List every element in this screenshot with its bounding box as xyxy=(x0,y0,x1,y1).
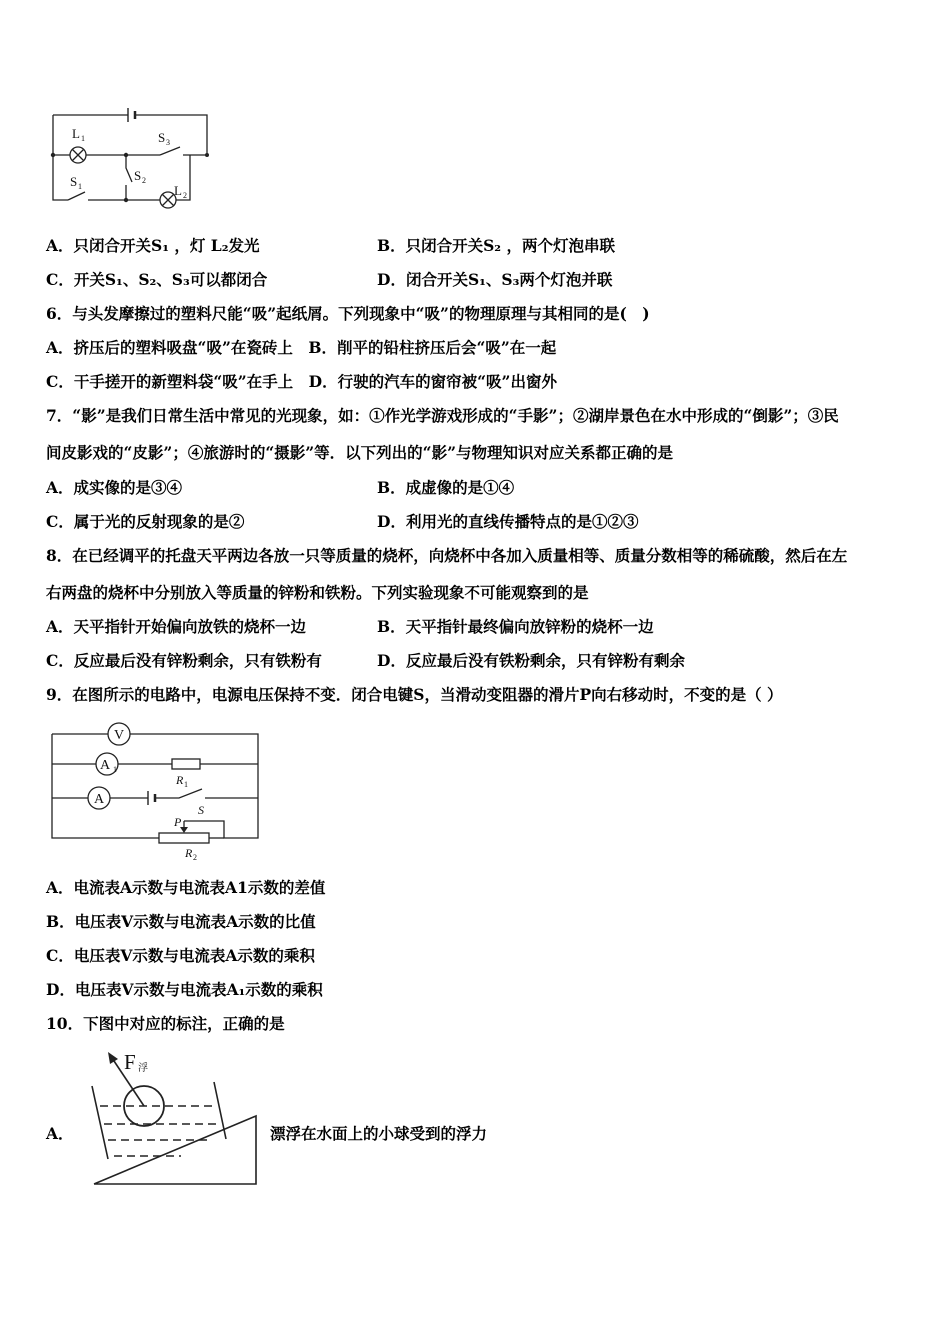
q6-options-cd: C．干手搓开的新塑料袋“吸”在手上 D．行驶的汽车的窗帘被“吸”出窗外 xyxy=(46,372,557,391)
q9-r2-label: R xyxy=(185,846,193,860)
q9-circuit-figure xyxy=(44,716,269,864)
q9-r2-sub: 2 xyxy=(193,853,197,862)
q10-stem: 10．下图中对应的标注，正确的是 xyxy=(46,1014,285,1033)
q9-stem: 9．在图所示的电路中，电源电压保持不变．闭合电键S，当滑动变阻器的滑片P向右移动时，不变的是（ ） xyxy=(46,685,783,704)
q7-option-a: A．成实像的是③④ xyxy=(46,478,183,497)
q8-option-d: D．反应最后没有铁粉剩余，只有锌粉有剩余 xyxy=(377,651,685,670)
q6-stem: 6．与头发摩擦过的塑料尺能“吸”起纸屑。下列现象中“吸”的物理原理与其相同的是( ) xyxy=(46,304,650,323)
q9-ammeter-a-label: A xyxy=(93,792,105,807)
q5-s2-sub: 2 xyxy=(142,176,146,185)
q9-slider-label: P xyxy=(174,815,182,829)
q10-force-label: F xyxy=(124,1050,136,1074)
q5-l1-label: L xyxy=(72,126,80,141)
q7-option-b: B．成虚像的是①④ xyxy=(377,478,515,497)
q10-buoyancy-figure xyxy=(86,1044,266,1189)
q5-option-d: D．闭合开关S₁、S₃两个灯泡并联 xyxy=(377,270,613,289)
q9-r1-label: R xyxy=(176,773,184,787)
q9-r1-sub: 1 xyxy=(184,780,188,789)
q9-option-a: A．电流表A示数与电流表A1示数的差值 xyxy=(46,878,326,897)
q7-stem-line1: 7．“影”是我们日常生活中常见的光现象，如：①作光学游戏形成的“手影”；②湖岸景色在水中形成的“倒影”；③民 xyxy=(46,406,839,425)
q10-option-a-text: 漂浮在水面上的小球受到的浮力 xyxy=(270,1124,488,1143)
q5-s3-sub: 3 xyxy=(166,138,170,147)
q5-option-b: B．只闭合开关S₂ ，两个灯泡串联 xyxy=(377,236,615,255)
q7-option-d: D．利用光的直线传播特点的是①②③ xyxy=(377,512,639,531)
q5-option-a: A．只闭合开关S₁ ，灯 L₂发光 xyxy=(46,236,260,255)
q10-option-a-label: A． xyxy=(46,1124,74,1143)
q5-s1-sub: 1 xyxy=(78,182,82,191)
q5-circuit-figure xyxy=(40,100,220,215)
q9-option-c: C．电压表V示数与电流表A示数的乘积 xyxy=(46,946,315,965)
q8-stem-line2: 右两盘的烧杯中分别放入等质量的锌粉和铁粉。下列实验现象不可能观察到的是 xyxy=(46,583,589,602)
q9-option-b: B．电压表V示数与电流表A示数的比值 xyxy=(46,912,316,931)
q9-option-d: D．电压表V示数与电流表A₁示数的乘积 xyxy=(46,980,323,999)
q8-option-c: C．反应最后没有锌粉剩余，只有铁粉有 xyxy=(46,651,322,670)
q5-option-c: C．开关S₁、S₂、S₃可以都闭合 xyxy=(46,270,268,289)
q5-s2-label: S xyxy=(134,168,142,183)
q9-voltmeter-label: V xyxy=(113,728,125,743)
q5-l1-sub: 1 xyxy=(81,134,85,143)
q5-s1-label: S xyxy=(70,174,78,189)
q7-option-c: C．属于光的反射现象的是② xyxy=(46,512,245,531)
q8-stem-line1: 8．在已经调平的托盘天平两边各放一只等质量的烧杯，向烧杯中各加入质量相等、质量分数相等的稀硫酸，然后在左 xyxy=(46,546,848,565)
q8-option-b: B．天平指针最终偏向放锌粉的烧杯一边 xyxy=(377,617,654,636)
q7-stem-line2: 间皮影戏的“皮影”；④旅游时的“摄影”等．以下列出的“影”与物理知识对应关系都正确的是 xyxy=(46,443,673,462)
q10-force-sub: 浮 xyxy=(138,1063,148,1074)
q9-ammeter-a1-label: A xyxy=(99,758,111,773)
q9-a1-sub: 1 xyxy=(113,765,117,774)
q9-switch-label: S xyxy=(198,803,204,817)
q5-l2-label: L xyxy=(174,183,182,198)
q8-option-a: A．天平指针开始偏向放铁的烧杯一边 xyxy=(46,617,307,636)
q5-l2-sub: 2 xyxy=(183,191,187,200)
q5-s3-label: S xyxy=(158,130,166,145)
q6-options-ab: A．挤压后的塑料吸盘“吸”在瓷砖上 B．削平的铅柱挤压后会“吸”在一起 xyxy=(46,338,557,357)
